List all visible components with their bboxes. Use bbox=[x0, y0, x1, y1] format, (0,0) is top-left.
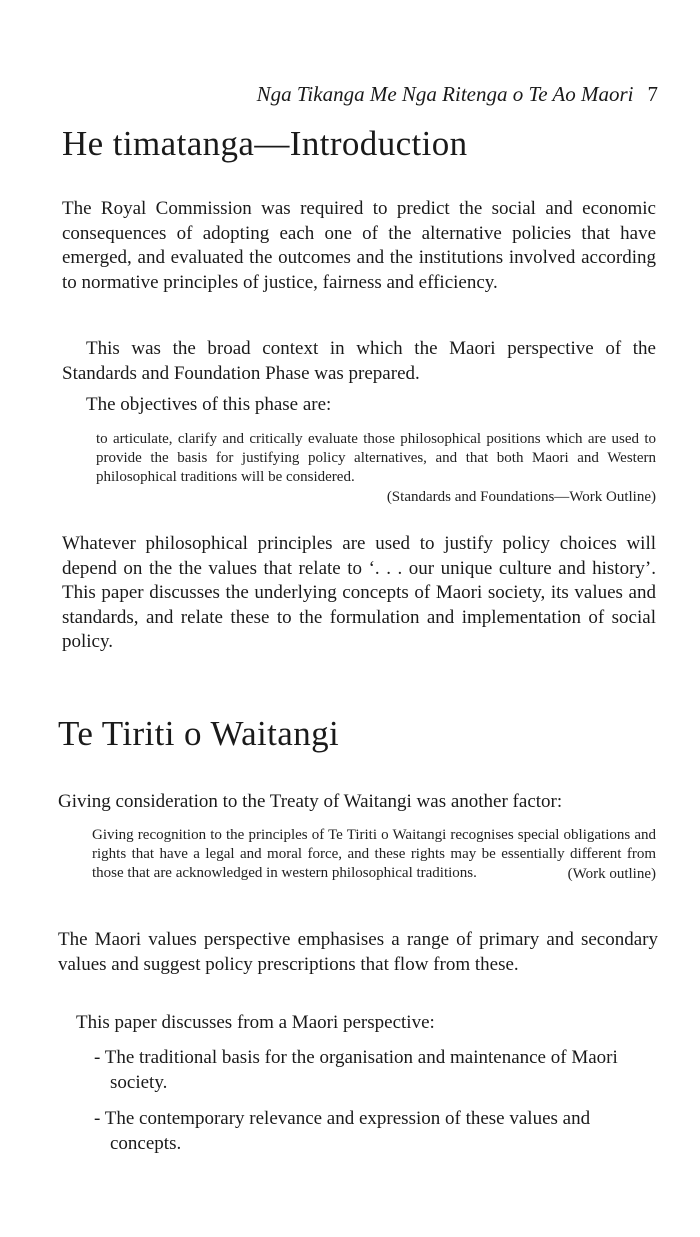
section-heading-tiriti: Te Tiriti o Waitangi bbox=[58, 714, 340, 753]
intro-quote-citation: (Standards and Foundations—Work Outline) bbox=[386, 488, 656, 505]
intro-paragraph-1: The Royal Commission was required to predict the social and economic consequences of adopting each one of the alternative policies that have emerged, and evaluated the outcomes and the institutions involved according to normative principles of justice, fairness and efficiency. bbox=[62, 198, 656, 293]
list-item: - The contemporary relevance and expression of these values and concepts. bbox=[94, 1108, 591, 1154]
running-header bbox=[257, 82, 658, 107]
tiriti-quote-text: Giving recognition to the principles of Te Tiriti o Waitangi recognises special obligations and rights that have a legal and moral force, and these rights may be essentially different from those that are acknowledged in western philosophical traditions. bbox=[92, 827, 656, 882]
intro-quote-text: to articulate, clarify and critically evaluate those philosophical positions which are used to provide the basis for justifying policy alternatives, and that both Maori and Western philosophical traditions will be considered. bbox=[96, 431, 656, 486]
tiriti-paragraph-2: The Maori values perspective emphasises a range of primary and secondary values and suggest policy prescriptions that flow from these. bbox=[58, 929, 658, 975]
running-title: Nga Tikanga Me Nga Ritenga o Te Ao Maori bbox=[256, 82, 634, 106]
section-heading-introduction: He timatanga—Introduction bbox=[62, 124, 468, 163]
intro-paragraph-4: Whatever philosophical principles are used to justify policy choices will depend on the the values that relate to ‘. . . our unique culture and history’. This paper discusses the underlying concepts of Maori society, its values and standards, and relate these to the formulation and implementation of social policy. bbox=[62, 533, 656, 652]
intro-block-quote bbox=[96, 430, 656, 507]
tiriti-quote-citation: (Work outline) bbox=[567, 865, 656, 882]
intro-paragraph-2: This was the broad context in which the Maori perspective of the Standards and Foundation Phase was prepared. bbox=[62, 338, 656, 384]
tiriti-list bbox=[94, 1046, 654, 1156]
tiriti-paragraph-1: Giving consideration to the Treaty of Waitangi was another factor: bbox=[58, 791, 563, 812]
page-number: 7 bbox=[647, 82, 658, 106]
tiriti-block-quote bbox=[92, 826, 656, 884]
tiriti-paragraph-3: This paper discusses from a Maori perspective: bbox=[76, 1012, 435, 1033]
list-item: - The traditional basis for the organisation and maintenance of Maori society. bbox=[94, 1047, 618, 1093]
intro-paragraph-3: The objectives of this phase are: bbox=[86, 394, 332, 415]
